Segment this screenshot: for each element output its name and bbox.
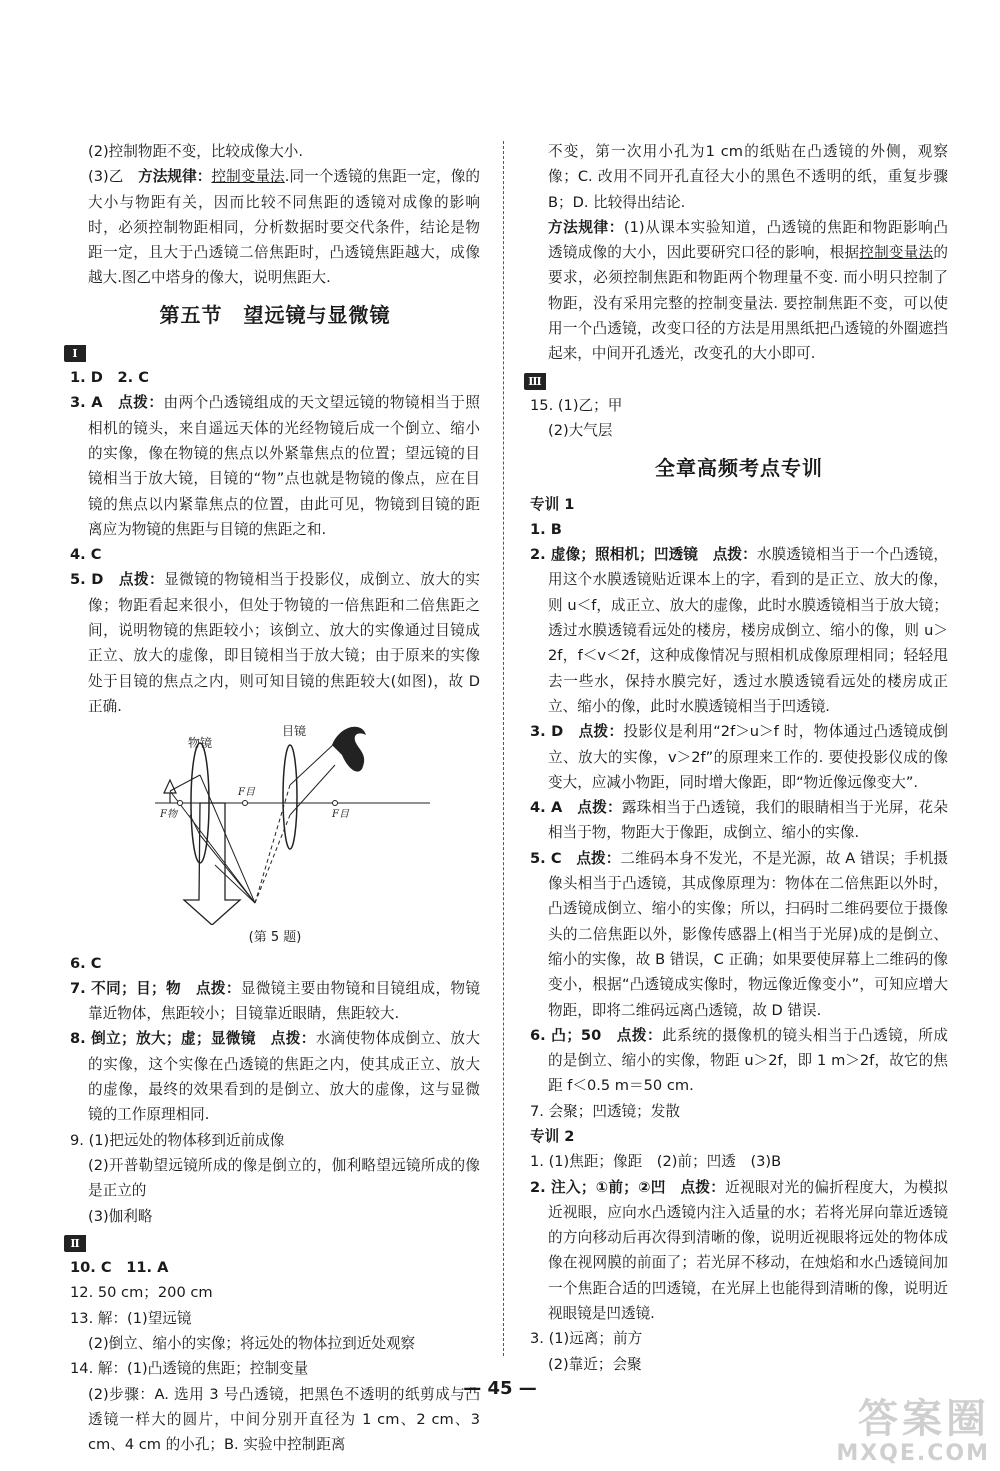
- answer-line: 1. D 2. C: [70, 369, 149, 387]
- answer-item: 3. D 点拨：投影仪是利用“2f＞u＞f 时，物体通过凸透镜成倒立、放大的实像，v＞2f”的原理来工作的. 要使投影仪成的像变大，应减小物距，同时增大像距，即“物近像远像变大”.: [530, 723, 948, 791]
- answer-item: 5. D 点拨：显微镜的物镜相当于投影仪，成倒立、放大的实像；物距看起来很小，但处于物镜的一倍焦距和二倍焦距之间，说明物镜的焦距较小；该倒立、放大的实像通过目镜成正立、放大的虚像，即目镜相当于放大镜；由于原来的实像处于目镜的焦点之内，则可知目镜的焦距较大(如图)，故 D 正确.: [70, 571, 480, 715]
- answer-line: 4. C: [70, 546, 102, 564]
- answer-item: 8. 倒立；放大；虚；显微镜 点拨：水滴使物体成倒立、放大的实像，这个实像在凸透镜的焦距之内，使其成正立、放大的虚像，最终的效果看到的是倒立、放大的虚像，这与显微镜的工作原理相同.: [70, 1030, 480, 1124]
- microscope-diagram: [70, 725, 480, 925]
- answer-item: 3. A 点拨：由两个凸透镜组成的天文望远镜的物镜相当于照相机的镜头，来自遥远天体的光经物镜后成一个倒立、缩小的实像，像在物镜的焦点以外紧靠焦点的位置；望远镜的目镜相当于放大镜，目镜的“物”点也就是物镜的像点，应在目镜的焦点以内紧靠焦点的位置，由此可见，物镜到目镜的距离应为物镜的焦距与目镜的焦距之和.: [70, 394, 480, 538]
- answer-line: (3)伽利略: [88, 1207, 153, 1225]
- label-objective: 物镜: [188, 736, 213, 751]
- answer-line: (2)大气层: [548, 422, 613, 440]
- focal-point: [178, 801, 183, 806]
- answer-line: 1. B: [530, 520, 562, 538]
- label-focal: F目: [332, 809, 349, 821]
- watermark-text: 答案圈: [858, 1396, 990, 1442]
- label-focal: F目: [238, 787, 255, 799]
- eyepiece-lens: [283, 745, 297, 849]
- answer-line: 9. (1)把远处的物体移到近前成像: [70, 1131, 285, 1149]
- answer-text: 方法规律：(1)从课本实验知道，凸透镜的焦距和物距影响凸透镜成像的大小，因此要研究口径的影响，根据控制变量法的要求，必须控制焦距和物距两个物理量不变. 而小明只控制了物距，没有采用完整的控制变量法. 要控制焦距不变，可以使用一个凸透镜，改变口径的方法是用黑纸把凸透镜的外圈遮挡起来，中间开孔透光，改变孔的大小即可.: [548, 218, 948, 363]
- answer-line: (2)开普勒望远镜所成的像是倒立的，伽利略望远镜所成的像是正立的: [88, 1156, 480, 1200]
- column-divider: [503, 141, 504, 1356]
- eye-icon: [332, 727, 366, 772]
- answer-line: 13. 解：(1)望远镜: [70, 1309, 192, 1327]
- watermark-logo: [836, 1397, 990, 1467]
- answer-text: (2)控制物距不变，比较成像大小.: [88, 143, 304, 160]
- figure-caption: (第 5 题): [248, 930, 302, 946]
- level-marker: Ⅱ: [64, 1235, 86, 1252]
- answer-item: 5. C 点拨：二维码本身不发光，不是光源，故 A 错误；手机摄像头相当于凸透镜，其成像原理为：物体在二倍焦距以外时，凸透镜成倒立、缩小的实像；所以，扫码时二维码要位于摄像头的二倍焦距以外，影像传感器上(相当于光屏)成的是倒立、缩小的实像，故 B 错误，C 正确；如果要使屏幕上二维码的像变小，根据“凸透镜成实像时，物远像近像变小”，可知应增大物距，即将二维码远离凸透镜，故 D 错误.: [530, 849, 949, 1019]
- answer-line: 12. 50 cm；200 cm: [70, 1284, 213, 1302]
- microscope-ray-diagram: [70, 725, 480, 925]
- answer-line: 10. C 11. A: [70, 1259, 169, 1277]
- level-marker: Ⅰ: [64, 345, 86, 362]
- answer-text: 不变，第一次用小孔为1 cm的纸贴在凸透镜的外侧，观察像；C. 改用不同开孔直径大小的黑色不透明的纸，重复步骤 B；D. 比较得出结论.: [548, 143, 948, 211]
- answer-item: 2. 注入；①前；②凹 点拨：近视眼对光的偏折程度大，为模拟近视眼，应向水凸透镜内注入适量的水；若将光屏向靠近透镜的方向移动后再次得到清晰的像，说明近视眼将远处的物体成像在视网膜的前面了；若光屏不移动，在烛焰和水凸透镜间加一个焦距合适的凹透镜，在光屏上也能得到清晰的像，说明近视眼镜是凹透镜.: [530, 1178, 948, 1323]
- answer-text: (3)乙 方法规律：控制变量法.同一个透镜的焦距一定，像的大小与物距有关，因而比较不同焦距的透镜对成像的影响时，必须控制物距相同，分析数据时要交代条件，结论是物距一定，且大于凸透镜二倍焦距时，凸透镜焦距越大，成像越大.图乙中塔身的像大，说明焦距大.: [88, 168, 480, 287]
- section-title: 全章高频考点专训: [655, 455, 823, 480]
- section-title: 第五节 望远镜与显微镜: [159, 302, 391, 327]
- subsection-title: 专训 2: [530, 1127, 575, 1145]
- answer-item: 2. 虚像；照相机；凹透镜 点拨：水膜透镜相当于一个凸透镜，用这个水膜透镜贴近课本上的字，看到的是正立、放大的像，则 u＜f，成正立、放大的虚像，此时水膜透镜相当于放大镜；透过水膜透镜看远处的楼房，楼房成倒立、缩小的像，则 u＞2f，f＜v＜2f，这种成像情况与照相机成像原理相同；轻轻甩去一些水，保持水膜完好，透过水膜透镜看远处的楼房成正立、缩小的像，此时水膜透镜相当于凹透镜.: [530, 546, 948, 715]
- answer-line: 3. (1)远离；前方: [530, 1330, 643, 1348]
- subsection-title: 专训 1: [530, 495, 575, 513]
- watermark-url: MXQE.COM: [836, 1441, 990, 1466]
- label-eyepiece: 目镜: [282, 725, 307, 739]
- answer-line: (2)步骤：A. 选用 3 号凸透镜，把黑色不透明的纸剪成与凸透镜一样大的圆片，中间分别开直径为 1 cm、2 cm、3 cm、4 cm 的小孔；B. 实验中控制距离: [88, 1385, 480, 1454]
- label-focal: F物: [160, 809, 177, 821]
- answer-line: 1. (1)焦距；像距 (2)前；凹透 (3)B: [530, 1153, 782, 1171]
- right-column: [530, 139, 948, 1377]
- answer-item: 4. A 点拨：露珠相当于凸透镜，我们的眼睛相当于光屏，花朵相当于物，物距大于像距，成倒立、缩小的实像.: [530, 799, 948, 842]
- answer-line: (2)倒立、缩小的实像；将远处的物体拉到近处观察: [88, 1334, 416, 1352]
- answer-line: 15. (1)乙；甲: [530, 396, 623, 414]
- answer-item: 7. 不同；目；物 点拨：显微镜主要由物镜和目镜组成，物镜靠近物体，焦距较小；目镜靠近眼睛，焦距较大.: [70, 979, 480, 1023]
- focal-point: [333, 801, 338, 806]
- answer-item: 6. 凸；50 点拨：此系统的摄像机的镜头相当于凸透镜，所成的是倒立、缩小的实像，物距 u＞2f，即 1 m＞2f，故它的焦距 f＜0.5 m＝50 cm.: [530, 1026, 948, 1095]
- left-column: [70, 139, 480, 1457]
- answer-line: 6. C: [70, 954, 102, 972]
- focal-point: [243, 801, 248, 806]
- level-marker: Ⅲ: [524, 373, 546, 390]
- answer-line: 14. 解：(1)凸透镜的焦距；控制变量: [70, 1360, 309, 1378]
- page-number: — 45 —: [463, 1378, 537, 1399]
- answer-line: 7. 会聚；凹透镜；发散: [530, 1102, 680, 1120]
- answer-line: (2)靠近；会聚: [548, 1355, 642, 1373]
